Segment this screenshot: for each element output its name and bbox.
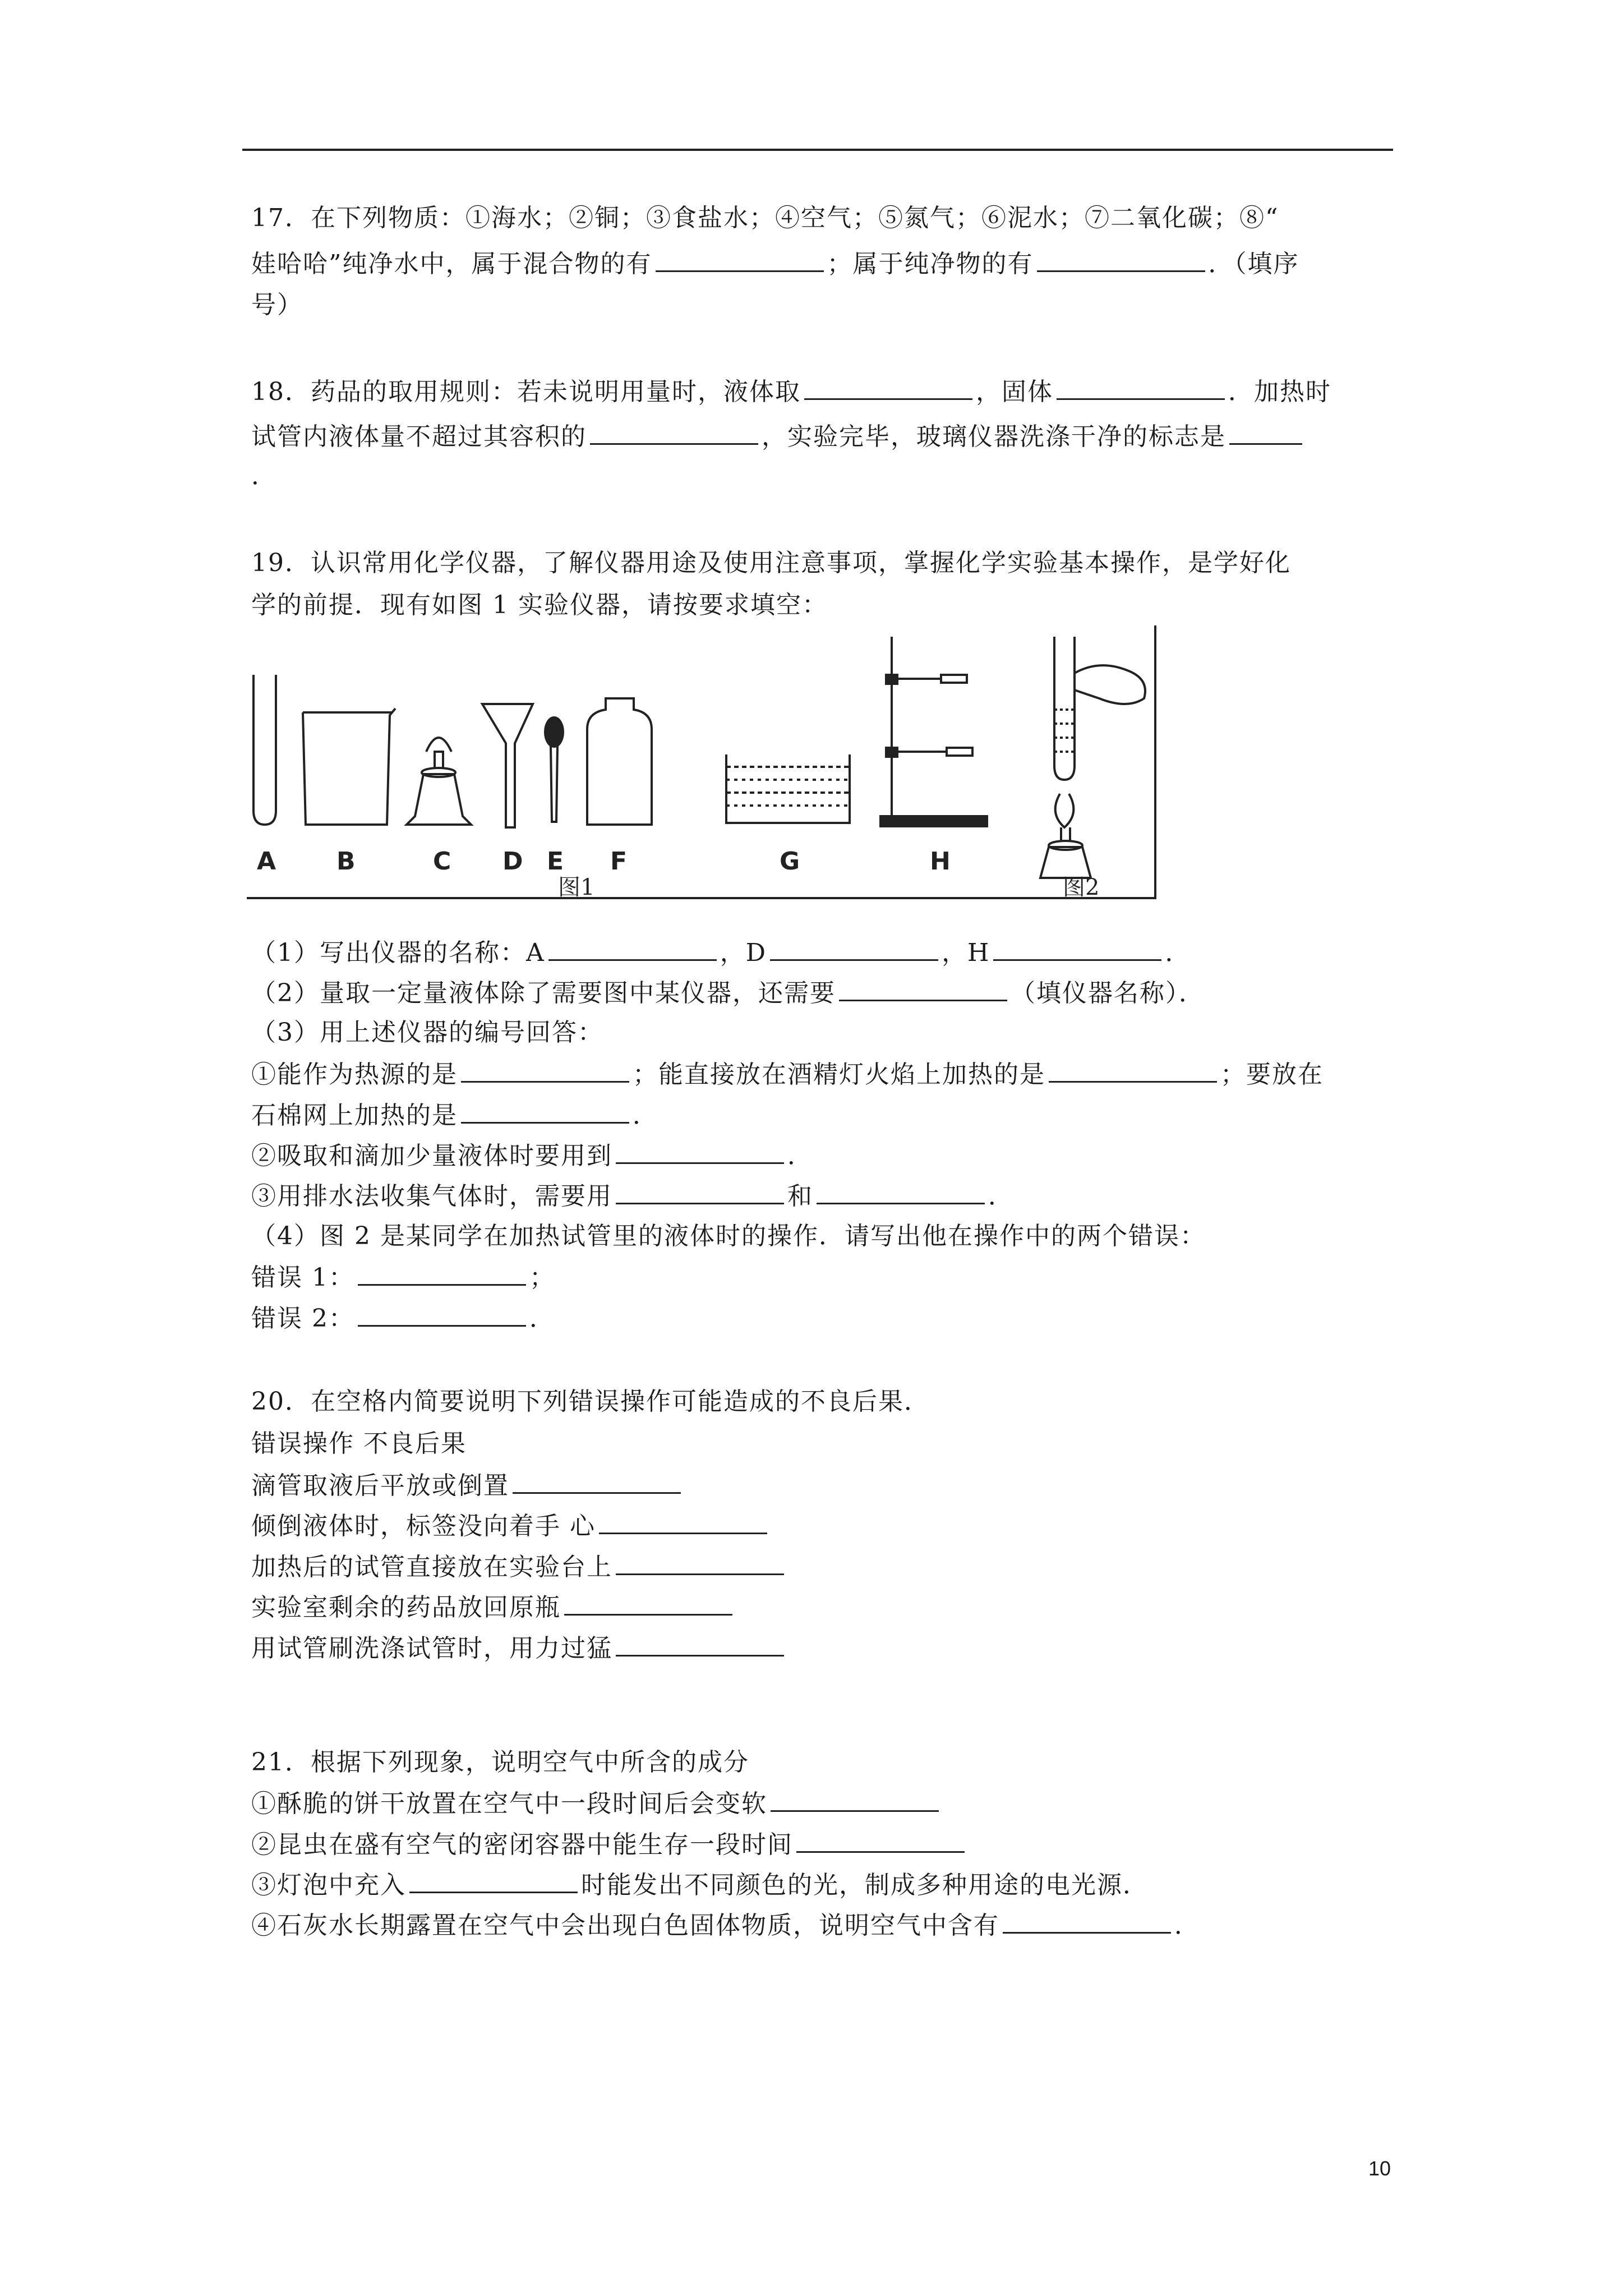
page-number: 10 xyxy=(1368,2157,1391,2180)
q19-name-h-blank[interactable] xyxy=(993,936,1161,961)
q18-volume-blank[interactable] xyxy=(590,420,758,445)
q19-part2: （2）量取一定量液体除了需要图中某仪器，还需要 （填仪器名称）． xyxy=(251,976,1205,1010)
q17-line2: 娃哈哈”纯净水中，属于混合物的有 ；属于纯净物的有 ．（填序 xyxy=(251,247,1299,280)
q19-part1: （1）写出仪器的名称：A ，D ，H ． xyxy=(251,936,1191,969)
q20-item: 滴管取液后平放或倒置 xyxy=(251,1469,684,1502)
q17-mixture-blank[interactable] xyxy=(656,247,824,272)
q21-item4-blank[interactable] xyxy=(1003,1908,1171,1934)
alcohol-lamp-icon xyxy=(407,738,471,825)
q20-item1-blank[interactable] xyxy=(513,1469,681,1494)
funnel-icon xyxy=(482,704,533,827)
q19-error2-blank[interactable] xyxy=(358,1301,526,1327)
q19-gas-collect-blank1[interactable] xyxy=(616,1179,784,1204)
q21-item2-blank[interactable] xyxy=(796,1828,965,1853)
q19-gauze-heat-blank[interactable] xyxy=(461,1098,629,1124)
fig-label-a: A xyxy=(257,847,276,876)
q17-line3: 号） xyxy=(251,291,303,319)
q21-item1: ①酥脆的饼干放置在空气中一段时间后会变软 xyxy=(251,1787,942,1820)
q19-part3: （3）用上述仪器的编号回答： xyxy=(251,1018,603,1047)
q19-gas-collect-blank2[interactable] xyxy=(817,1179,985,1204)
q20-item: 倾倒液体时，标签没向着手 心 xyxy=(251,1509,771,1543)
header-rule xyxy=(242,149,1393,151)
beaker-icon xyxy=(303,708,395,825)
dropper-icon xyxy=(545,717,563,822)
q19-part3-item1: ①能作为热源的是 ；能直接放在酒精灯火焰上加热的是 ；要放在 xyxy=(251,1057,1324,1091)
q21-item3: ③灯泡中充入 时能发出不同颜色的光，制成多种用途的电光源． xyxy=(251,1868,1149,1902)
fig-label-g: G xyxy=(780,847,800,876)
q19-dropper-blank[interactable] xyxy=(616,1139,784,1164)
fig-label-d: D xyxy=(502,847,523,876)
q19-line2: 学的前提．现有如图 1 实验仪器，请按要求填空： xyxy=(251,591,828,619)
q19-name-d-blank[interactable] xyxy=(770,936,938,961)
test-tube-icon xyxy=(253,675,276,825)
q21-item3-blank[interactable] xyxy=(409,1868,578,1893)
q19-error2: 错误 2： ． xyxy=(251,1301,555,1335)
q20-item2-blank[interactable] xyxy=(599,1509,767,1534)
q18-line2: 试管内液体量不超过其容积的 ，实验完毕，玻璃仪器洗涤干净的标志是 xyxy=(251,420,1306,453)
q20-item: 用试管刷洗涤试管时，用力过猛 xyxy=(251,1631,787,1665)
q19-instrument-blank[interactable] xyxy=(839,976,1007,1001)
q20-item3-blank[interactable] xyxy=(616,1550,784,1575)
fig-label-e: E xyxy=(547,847,564,876)
q20-header: 错误操作 不良后果 xyxy=(251,1429,467,1458)
q19-part3-item1-cont: 石棉网上加热的是 ． xyxy=(251,1098,658,1132)
fig-label-b: B xyxy=(336,847,356,876)
q19-direct-heat-blank[interactable] xyxy=(1049,1057,1217,1083)
water-trough-icon xyxy=(726,754,850,823)
q19-line1: 19．认识常用化学仪器，了解仪器用途及使用注意事项，掌握化学实验基本操作，是学好化 xyxy=(251,549,1291,577)
q17-line1: 17．在下列物质：①海水；②铜；③食盐水；④空气；⑤氮气；⑥泥水；⑦二氧化碳；⑧“ xyxy=(251,204,1279,232)
reagent-bottle-icon xyxy=(587,698,652,825)
q20-item4-blank[interactable] xyxy=(564,1590,732,1616)
apparatus-figure xyxy=(247,625,1156,900)
q18-liquid-blank[interactable] xyxy=(804,375,972,400)
q20-line1: 20．在空格内简要说明下列错误操作可能造成的不良后果． xyxy=(251,1387,930,1416)
q20-item: 加热后的试管直接放在实验台上 xyxy=(251,1550,787,1584)
q20-item: 实验室剩余的药品放回原瓶 xyxy=(251,1590,736,1624)
q18-clean-blank[interactable] xyxy=(1229,420,1302,445)
q19-error1-blank[interactable] xyxy=(358,1260,526,1286)
fig-label-h: H xyxy=(930,847,951,876)
q19-part4: （4）图 2 是某同学在加热试管里的液体时的操作．请写出他在操作中的两个错误： xyxy=(251,1222,1206,1250)
q18-line3: ． xyxy=(251,462,277,490)
q18-solid-blank[interactable] xyxy=(1057,375,1225,400)
iron-stand-icon xyxy=(880,637,987,826)
fig1-caption: 图1 xyxy=(558,875,595,900)
q21-line1: 21．根据下列现象，说明空气中所含的成分 xyxy=(251,1748,749,1777)
q21-item1-blank[interactable] xyxy=(771,1787,939,1812)
heating-test-tube-icon xyxy=(1040,637,1145,878)
q19-part3-item3: ③用排水法收集气体时，需要用 和 ． xyxy=(251,1179,1014,1213)
q19-name-a-blank[interactable] xyxy=(548,936,717,961)
q19-error1: 错误 1： ； xyxy=(251,1260,555,1294)
q18-line1: 18．药品的取用规则：若未说明用量时，液体取 ，固体 ．加热时 xyxy=(251,375,1331,408)
fig-label-c: C xyxy=(433,847,451,876)
q19-heat-source-blank[interactable] xyxy=(461,1057,629,1083)
fig-label-f: F xyxy=(610,847,628,876)
q20-item5-blank[interactable] xyxy=(616,1631,784,1657)
q21-item4: ④石灰水长期露置在空气中会出现白色固体物质，说明空气中含有 ． xyxy=(251,1908,1200,1942)
q17-pure-blank[interactable] xyxy=(1037,247,1205,272)
fig2-caption: 图2 xyxy=(1063,875,1100,900)
q19-part3-item2: ②吸取和滴加少量液体时要用到 ． xyxy=(251,1139,813,1172)
q21-item2: ②昆虫在盛有空气的密闭容器中能生存一段时间 xyxy=(251,1828,968,1861)
